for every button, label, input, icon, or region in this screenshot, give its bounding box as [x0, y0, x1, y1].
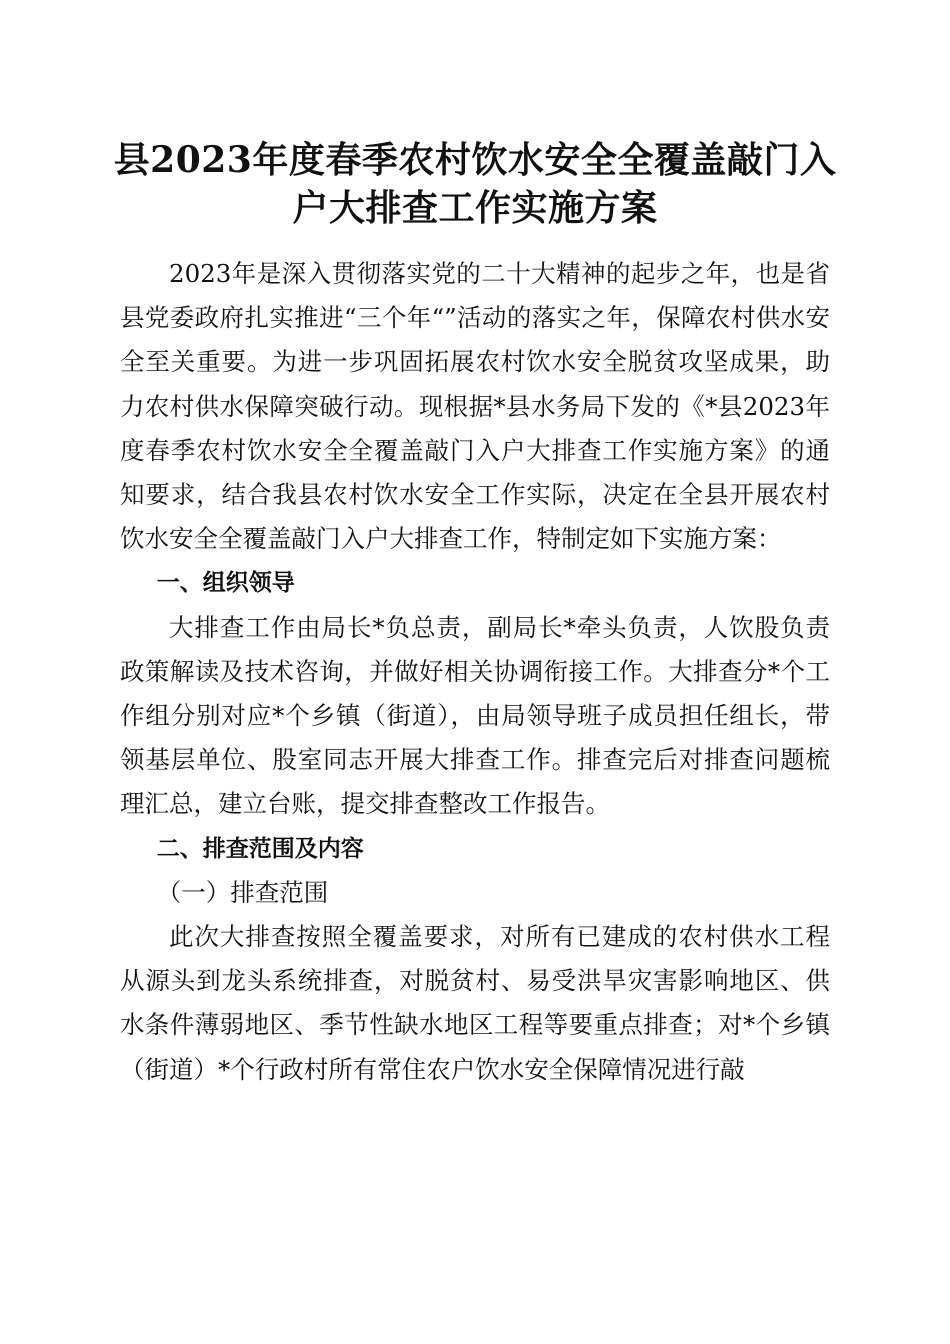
title-line-2: 户大排查工作实施方案 — [292, 187, 658, 229]
section-2-heading: 二、排查范围及内容 — [156, 835, 364, 862]
section-2-paragraph-1: 此次大排查按照全覆盖要求，对所有已建成的农村供水工程从源头到龙头系统排查，对脱贫村、易受洪旱灾害影响地区、供水条件薄弱地区、季节性缺水地区工程等要重点排查；对*个乡镇（街道）*个行政村所有常住农户饮水安全保障情况进行敲 — [120, 922, 830, 1084]
document-body — [120, 252, 830, 1092]
section-2-subheading-1: （一）排查范围 — [156, 877, 329, 907]
section-1-heading: 一、组织领导 — [156, 570, 295, 597]
section-1-paragraph: 大排查工作由局长*负总责，副局长*牵头负责，人饮股负责政策解读及技术咨询，并做好相关协调衔接工作。大排查分*个工作组分别对应*个乡镇（街道），由局领导班子成员担任组长，带领基层单位、股室同志开展大排查工作。排查完后对排查问题梳理汇总，建立台账，提交排查整改工作报告。 — [120, 612, 830, 819]
title-line-1: 县2023年度春季农村饮水安全全覆盖敲门入 — [113, 139, 837, 181]
document-title — [100, 136, 850, 232]
intro-paragraph: 2023年是深入贯彻落实党的二十大精神的起步之年，也是省县党委政府扎实推进“三个年“”活动的落实之年，保障农村供水安全至关重要。为进一步巩固拓展农村饮水安全脱贫攻坚成果，助力农村供水保障突破行动。现根据*县水务局下发的《*县2023年度春季农村饮水安全全覆盖敲门入户大排查工作实施方案》的通知要求，结合我县农村饮水安全工作实际，决定在全县开展农村饮水安全全覆盖敲门入户大排查工作，特制定如下实施方案： — [120, 259, 830, 554]
